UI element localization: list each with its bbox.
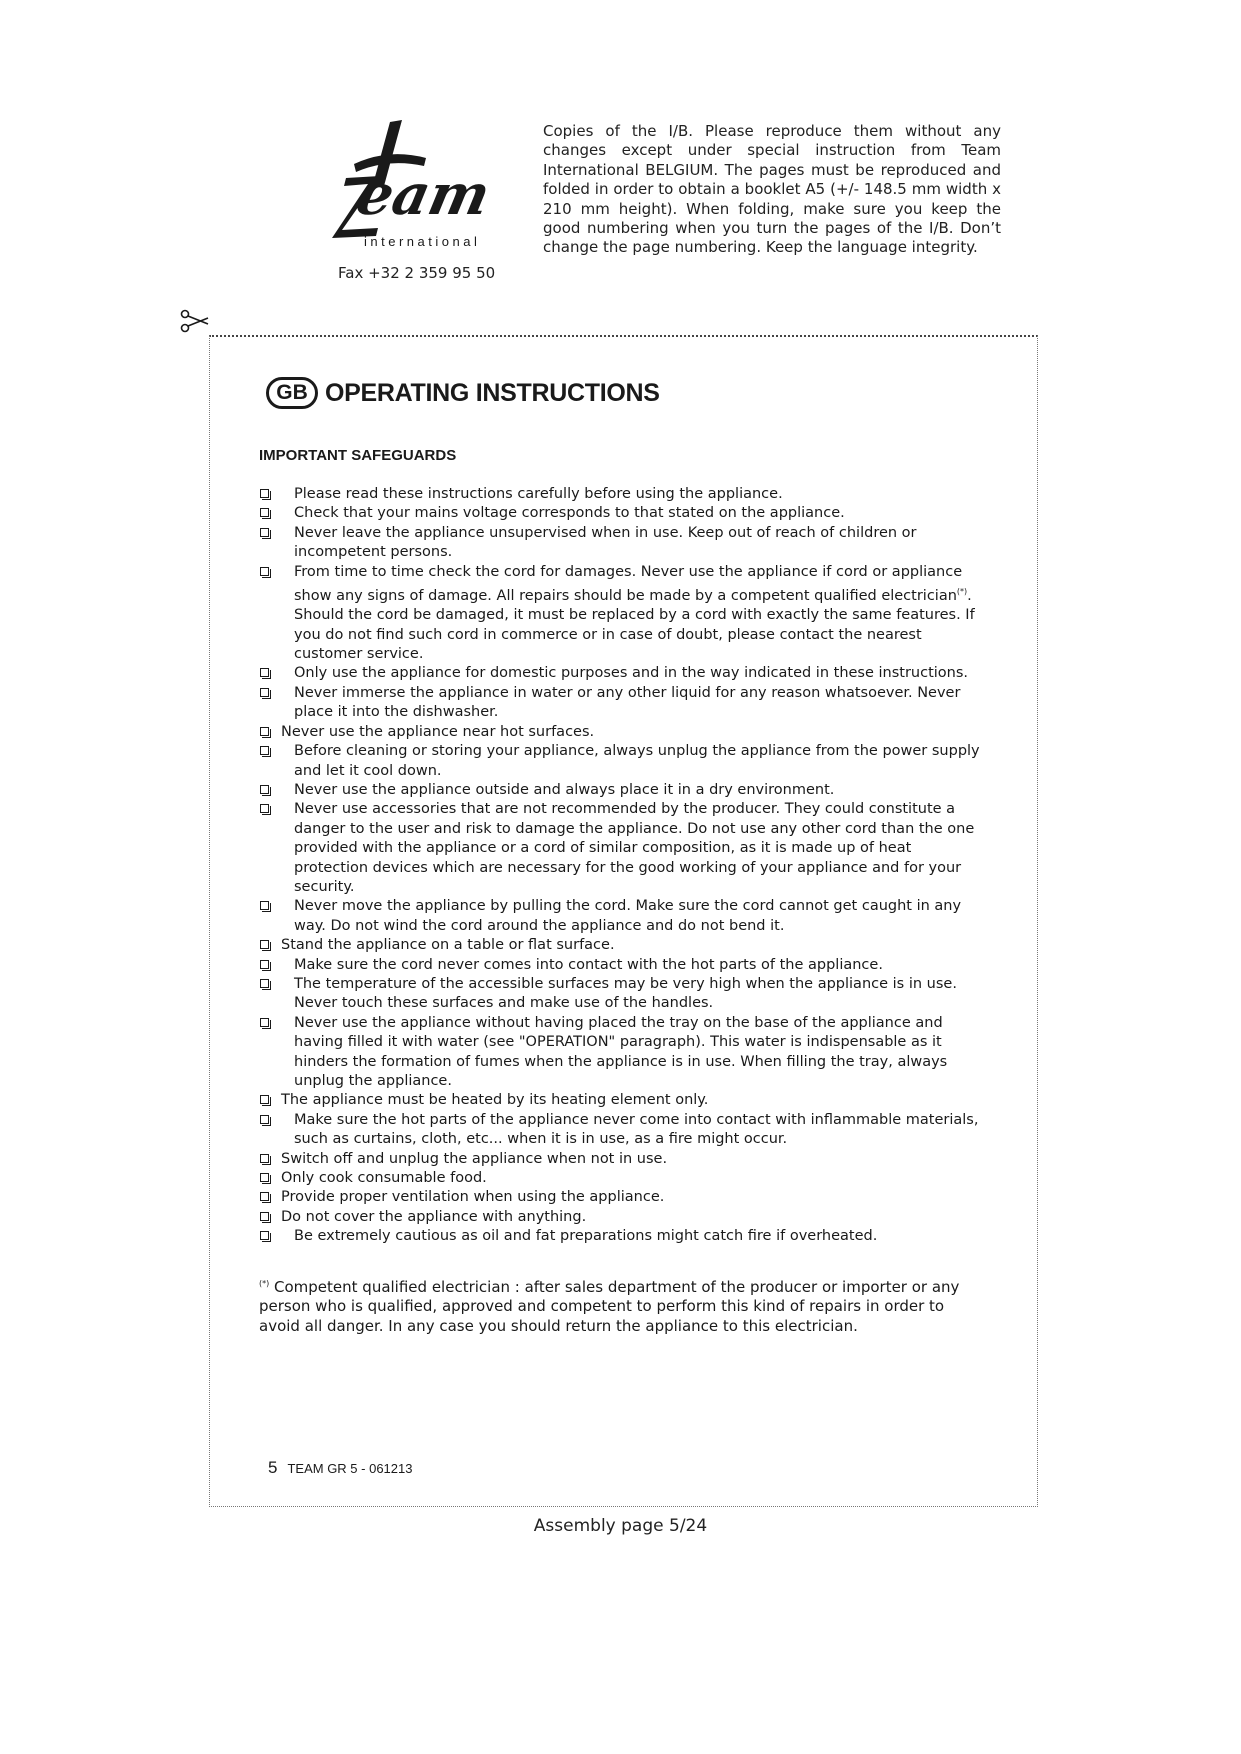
- list-item: Be extremely cautious as oil and fat preparations might catch fire if overheated.: [259, 1227, 989, 1246]
- document-code: TEAM GR 5 - 061213: [287, 1461, 413, 1476]
- list-item: Never use the appliance without having placed the tray on the base of the appliance and having filled it with water (see "OPERATION" paragraph). This water is indispensable as it hinders the formation of fumes when the appliance is in use. When filling the tray, always unplug the appliance.: [259, 1014, 989, 1092]
- checkbox-bullet-icon: [260, 804, 269, 813]
- safeguards-list: [259, 485, 989, 1247]
- fax-number: Fax +32 2 359 95 50: [338, 264, 496, 282]
- checkbox-bullet-icon: [260, 940, 269, 949]
- copy-instructions: Copies of the I/B. Please reproduce them without any changes except under special instruction from Team International BELGIUM. The pages must be reproduced and folded in order to obtain a booklet A5 (+/- 148.5 mm width x 210 mm height). When folding, make sure you keep the good numbering when you turn the pages of the I/B. Don’t change the page numbering. Keep the language integrity.: [543, 122, 1001, 257]
- list-item: Never use the appliance near hot surfaces.: [259, 723, 989, 742]
- checkbox-bullet-icon: [260, 1095, 269, 1104]
- list-item: Please read these instructions carefully before using the appliance.: [259, 485, 989, 504]
- list-item: Check that your mains voltage corresponds to that stated on the appliance.: [259, 504, 989, 523]
- footnote-mark: (*): [259, 1279, 270, 1288]
- checkbox-bullet-icon: [260, 901, 269, 910]
- list-item: Before cleaning or storing your appliance, always unplug the appliance from the power supply and let it cool down.: [259, 742, 989, 781]
- list-item: Only cook consumable food.: [259, 1169, 989, 1188]
- list-item: Switch off and unplug the appliance when not in use.: [259, 1150, 989, 1169]
- list-item: Make sure the hot parts of the appliance never come into contact with inflammable materials, such as curtains, cloth, etc... when it is in use, as a fire might occur.: [259, 1111, 989, 1150]
- list-item: Provide proper ventilation when using the appliance.: [259, 1188, 989, 1207]
- list-item: Do not cover the appliance with anything.: [259, 1208, 989, 1227]
- page-title-text: OPERATING INSTRUCTIONS: [325, 378, 660, 407]
- list-item: Never leave the appliance unsupervised when in use. Keep out of reach of children or incompetent persons.: [259, 524, 989, 563]
- checkbox-bullet-icon: [260, 1231, 269, 1240]
- checkbox-bullet-icon: [260, 1173, 269, 1182]
- team-international-logo: [328, 118, 498, 258]
- checkbox-bullet-icon: [260, 528, 269, 537]
- checkbox-bullet-icon: [260, 1115, 269, 1124]
- list-item: Never move the appliance by pulling the cord. Make sure the cord cannot get caught in any way. Do not wind the cord around the appliance and do not bend it.: [259, 897, 989, 936]
- svg-text:international: international: [364, 234, 481, 249]
- checkbox-bullet-icon: [260, 746, 269, 755]
- list-item: Only use the appliance for domestic purposes and in the way indicated in these instructions.: [259, 664, 989, 683]
- checkbox-bullet-icon: [260, 508, 269, 517]
- footnote: (*) Competent qualified electrician : after sales department of the producer or importer or any person who is qualified, approved and competent to perform this kind of repairs in order to avoid all danger. In any case you should return the appliance to this electrician.: [259, 1278, 960, 1335]
- page-number: 5: [268, 1458, 278, 1477]
- checkbox-bullet-icon: [260, 960, 269, 969]
- checkbox-bullet-icon: [260, 1212, 269, 1221]
- list-item: Never use the appliance outside and always place it in a dry environment.: [259, 781, 989, 800]
- list-item: The temperature of the accessible surfaces may be very high when the appliance is in use. Never touch these surfaces and make use of the handles.: [259, 975, 989, 1014]
- checkbox-bullet-icon: [260, 688, 269, 697]
- list-item: Never immerse the appliance in water or any other liquid for any reason whatsoever. Never place it into the dishwasher.: [259, 684, 989, 723]
- list-item: Make sure the cord never comes into contact with the hot parts of the appliance.: [259, 956, 989, 975]
- checkbox-bullet-icon: [260, 979, 269, 988]
- language-badge: GB: [266, 377, 318, 409]
- checkbox-bullet-icon: [260, 727, 269, 736]
- checkbox-bullet-icon: [260, 668, 269, 677]
- page-title: [266, 375, 660, 411]
- footnote-mark: (*): [956, 587, 968, 597]
- page-footer: [268, 1458, 412, 1478]
- checkbox-bullet-icon: [260, 489, 269, 498]
- checkbox-bullet-icon: [260, 785, 269, 794]
- list-item: From time to time check the cord for damages. Never use the appliance if cord or appliance show any signs of damage. All repairs should be made by a competent qualified electrician(*). Should the cord be damaged, it must be replaced by a cord with exactly the same features. If you do not find such cord in commerce or in case of doubt, please contact the nearest customer service.: [259, 563, 989, 665]
- list-item: Stand the appliance on a table or flat surface.: [259, 936, 989, 955]
- scissors-icon: [180, 309, 210, 333]
- list-item: The appliance must be heated by its heating element only.: [259, 1091, 989, 1110]
- svg-text:eam: eam: [350, 162, 496, 228]
- checkbox-bullet-icon: [260, 1018, 269, 1027]
- checkbox-bullet-icon: [260, 1192, 269, 1201]
- checkbox-bullet-icon: [260, 1154, 269, 1163]
- list-item: Never use accessories that are not recommended by the producer. They could constitute a danger to the user and risk to damage the appliance. Do not use any other cord than the one provided with the appliance or a cord of similar composition, as it is made up of heat protection devices which are necessary for the good working of your appliance and for your security.: [259, 800, 989, 897]
- checkbox-bullet-icon: [260, 567, 269, 576]
- assembly-page-label: Assembly page 5/24: [533, 1516, 708, 1536]
- section-heading: IMPORTANT SAFEGUARDS: [259, 447, 457, 464]
